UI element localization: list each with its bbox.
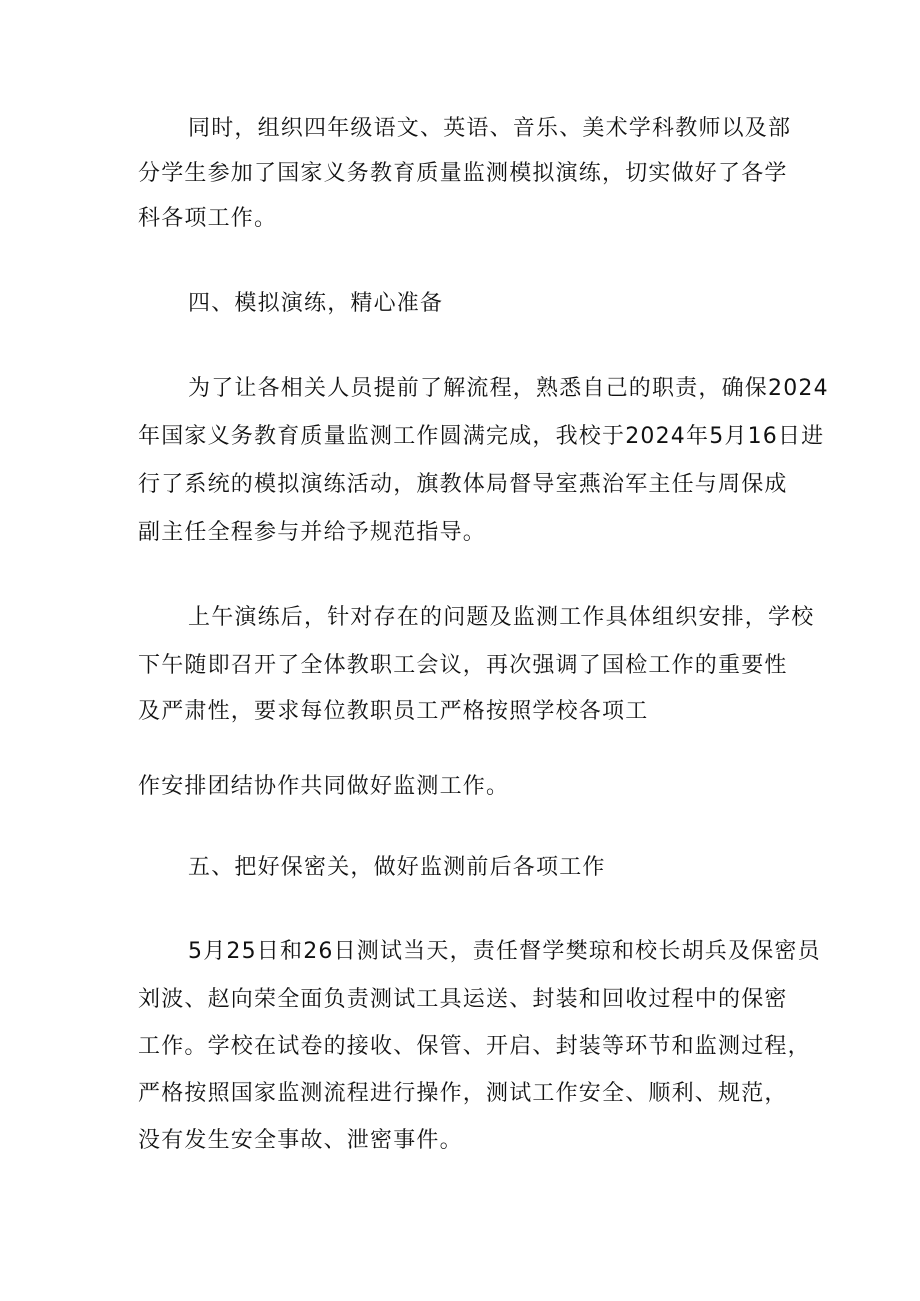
paragraph-3-line-2: 下午随即召开了全体教职工会议，再次强调了国检工作的重要性 [138, 653, 788, 678]
paragraph-2-line-1: 为了让各相关人员提前了解流程，熟悉自己的职责，确保2024 [188, 376, 829, 401]
paragraph-4-line-3: 工作。学校在试卷的接收、保管、开启、封装等环节和监测过程， [138, 1034, 811, 1059]
paragraph-4-line-5: 没有发生安全事故、泄密事件。 [138, 1128, 463, 1153]
paragraph-3-line-3: 及严肃性，要求每位教职员工严格按照学校各项工 [138, 699, 649, 724]
paragraph-4-line-1: 5月25日和26日测试当天，责任督学樊琼和校长胡兵及保密员 [188, 939, 821, 964]
paragraph-2-line-4: 副主任全程参与并给予规范指导。 [138, 520, 487, 545]
paragraph-1-line-3: 科各项工作。 [138, 206, 278, 231]
paragraph-1-line-1: 同时，组织四年级语文、英语、音乐、美术学科教师以及部 [188, 116, 792, 141]
paragraph-4-line-2: 刘波、赵向荣全面负责测试工具运送、封装和回收过程中的保密 [138, 987, 788, 1012]
paragraph-4-line-4: 严格按照国家监测流程进行操作，测试工作安全、顺利、规范， [138, 1081, 788, 1106]
section-heading-4: 四、模拟演练，精心准备 [188, 291, 444, 316]
paragraph-3-line-4: 作安排团结协作共同做好监测工作。 [138, 774, 510, 799]
paragraph-3-line-1: 上午演练后，针对存在的问题及监测工作具体组织安排，学校 [188, 605, 815, 630]
paragraph-2-line-3: 行了系统的模拟演练活动，旗教体局督导室燕治军主任与周保成 [138, 472, 788, 497]
section-heading-5: 五、把好保密关，做好监测前后各项工作 [188, 855, 606, 880]
paragraph-1-line-2: 分学生参加了国家义务教育质量监测模拟演练，切实做好了各学 [138, 161, 788, 186]
paragraph-2-line-2: 年国家义务教育质量监测工作圆满完成，我校于2024年5月16日进 [138, 424, 825, 449]
